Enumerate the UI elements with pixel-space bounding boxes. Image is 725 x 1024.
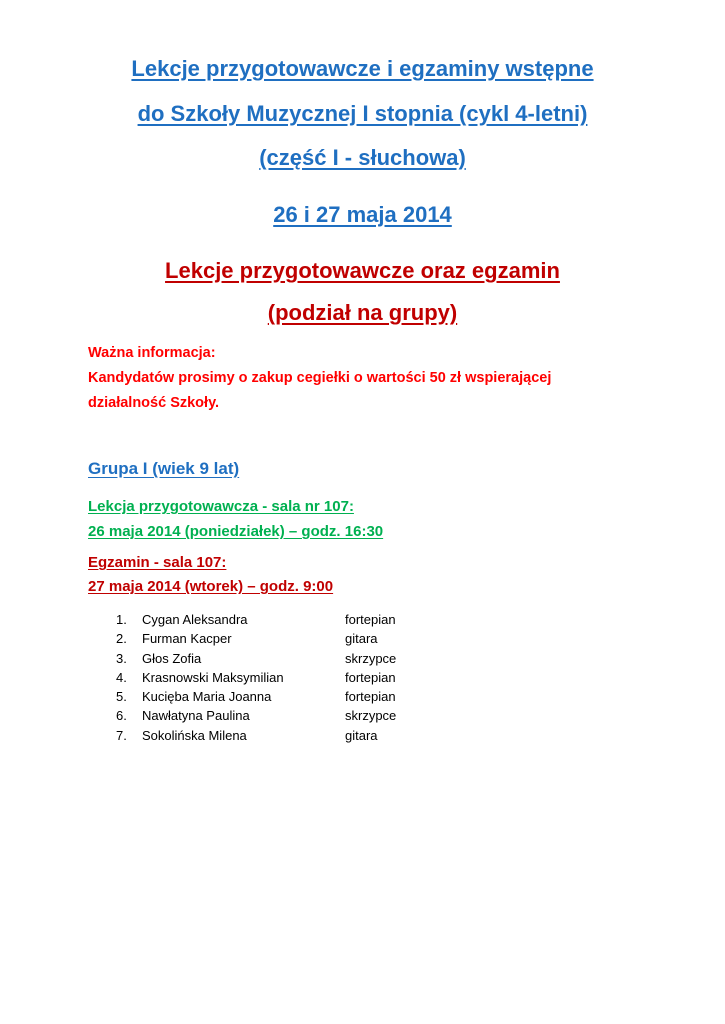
title-dates: 26 i 27 maja 2014 bbox=[273, 202, 452, 227]
list-item-number: 3. bbox=[116, 650, 127, 666]
candidate-instrument: gitara bbox=[345, 727, 378, 743]
list-item bbox=[116, 651, 536, 670]
notice-line-2: działalność Szkoły. bbox=[88, 395, 220, 411]
lesson-room: Lekcja przygotowawcza - sala nr 107: bbox=[88, 498, 354, 515]
candidate-instrument: skrzypce bbox=[345, 708, 397, 724]
candidate-name: Nawłatyna Paulina bbox=[142, 708, 250, 724]
exam-date: 27 maja 2014 (wtorek) – godz. 9:00 bbox=[88, 578, 334, 595]
notice-line-1: Kandydatów prosimy o zakup cegiełki o wartości 50 zł wspierającej bbox=[88, 370, 552, 386]
group-heading: Grupa I (wiek 9 lat) bbox=[88, 459, 240, 478]
candidate-name: Cygan Aleksandra bbox=[142, 612, 248, 627]
subtitle-line-1: Lekcje przygotowawcze oraz egzamin bbox=[165, 258, 560, 283]
list-item-number: 2. bbox=[116, 631, 127, 647]
list-item-number: 6. bbox=[116, 708, 127, 724]
list-item bbox=[116, 631, 536, 650]
candidate-name: Krasnowski Maksymilian bbox=[142, 669, 284, 685]
candidate-instrument: fortepian bbox=[345, 669, 396, 685]
candidate-list bbox=[116, 612, 536, 747]
list-item bbox=[116, 670, 536, 689]
candidate-name: Furman Kacper bbox=[142, 631, 232, 647]
title-line-3: (część I - słuchowa) bbox=[259, 145, 466, 170]
lesson-date: 26 maja 2014 (poniedziałek) – godz. 16:30 bbox=[88, 523, 384, 540]
list-item-number: 7. bbox=[116, 727, 127, 743]
candidate-name: Głos Zofia bbox=[142, 650, 202, 666]
list-item-number: 5. bbox=[116, 689, 127, 705]
title-line-2: do Szkoły Muzycznej I stopnia (cykl 4-letni) bbox=[137, 101, 588, 126]
list-item-number: 4. bbox=[116, 669, 127, 685]
candidate-instrument: skrzypce bbox=[345, 650, 397, 666]
exam-room: Egzamin - sala 107: bbox=[88, 554, 227, 571]
title-line-1: Lekcje przygotowawcze i egzaminy wstępne bbox=[131, 56, 594, 81]
candidate-instrument: fortepian bbox=[345, 689, 396, 705]
candidate-name: Sokolińska Milena bbox=[142, 727, 247, 743]
list-item bbox=[116, 708, 536, 727]
candidate-instrument: gitara bbox=[345, 631, 378, 647]
notice-label: Ważna informacja: bbox=[88, 345, 216, 361]
candidate-name: Kucięba Maria Joanna bbox=[142, 689, 272, 705]
list-item bbox=[116, 689, 536, 708]
candidate-instrument: fortepian bbox=[345, 612, 396, 627]
subtitle-line-2: (podział na grupy) bbox=[267, 300, 458, 325]
list-item bbox=[116, 612, 536, 631]
list-item-number: 1. bbox=[116, 612, 127, 627]
list-item bbox=[116, 728, 536, 747]
